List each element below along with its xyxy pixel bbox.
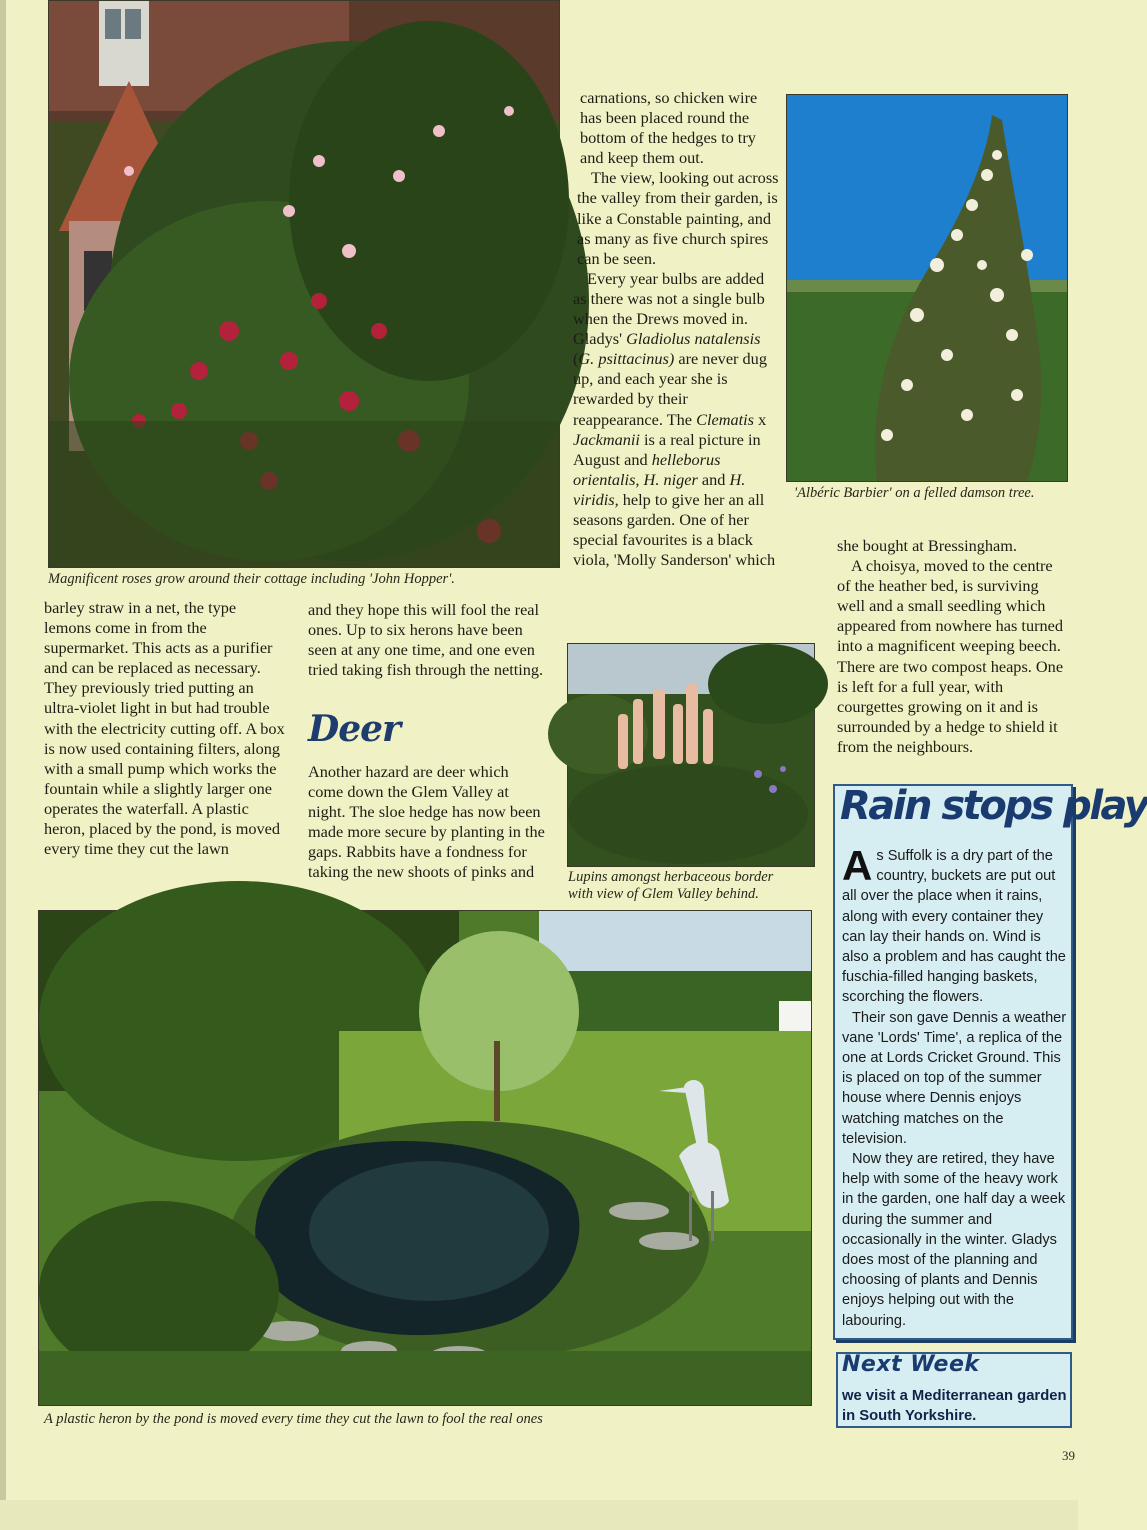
page-edge <box>0 0 6 1530</box>
column-left-text <box>44 598 287 859</box>
para-view: The view, looking out across the valley from their garden, is like a Constable painting, and as many as five church spires can be seen. <box>577 168 779 268</box>
para-herons: and they hope this will fool the real ones. Up to six herons have been seen at any one time, and one even tried taking fish through the netting. <box>308 600 544 680</box>
deer-heading: Deer <box>308 708 400 750</box>
sidebar-text <box>842 842 1068 1331</box>
para-bulbs: Every year bulbs are added as there was not a single bulb when the Drews moved in. Gladys' Gladiolus natalensis (G. psittacinus) are never dug up, and each year she is rewarded by their reappearance. The Clematis x Jackmanii is a real picture in August and helleborus orientalis, H. niger and H. viridis, help to give her an all seasons garden. One of her special favourites is a black viola, 'Molly Sanderson' which <box>573 268 776 570</box>
column-mid-deer-text <box>308 762 548 883</box>
sidebar-para-2: Their son gave Dennis a weather vane 'Lords' Time', a replica of the one at Lords Cricket Ground. This is placed on top of the summer house where Dennis enjoys watching matches on the television. <box>842 1009 1067 1147</box>
para-choisya: A choisya, moved to the centre of the heather bed, is surviving well and a small seedling which appeared from nowhere has turned into a magnificent weeping beech. There are two compost heaps. One is left for a full year, with courgettes growing on it and is surrounded by a hedge to shield it from the neighbours. <box>837 556 1064 756</box>
heron-caption: A plastic heron by the pond is moved every time they cut the lawn to fool the real ones <box>44 1411 543 1427</box>
sidebar-para-3: Now they are retired, they have help with some of the heavy work in the garden, one half day a week during the summer and occasionally in the winter. Gladys does most of the planning and choosing of plants and Dennis enjoys helping out with the labouring. <box>842 1151 1066 1329</box>
alberic-caption: 'Albéric Barbier' on a felled damson tree. <box>794 485 1035 501</box>
page-bottom-margin <box>0 1500 1078 1530</box>
para-barley-straw: barley straw in a net, the type lemons come in from the supermarket. This acts as a purifier and can be replaced as necessary. They previously tried putting an ultra-violet light in but had trouble with the electricity cutting off. A box is now used containing filters, along with a small pump which works the fountain while a slightly larger one operates the waterfall. A plastic heron, placed by the pond, is moved every time they cut the lawn <box>44 598 285 859</box>
para-carnations: carnations, so chicken wire has been placed round the bottom of the hedges to try and keep them out. <box>580 88 758 168</box>
next-week-title: Next Week <box>842 1352 980 1377</box>
column-right-text <box>837 536 1069 757</box>
drop-cap: A <box>842 842 873 889</box>
page-number: 39 <box>1062 1448 1075 1463</box>
lupins-photo <box>567 643 815 867</box>
para-deer: Another hazard are deer which come down the Glem Valley at night. The sloe hedge has now been made more secure by planting in the gaps. Rabbits have a fondness for taking the new shoots of pinks and <box>308 762 545 882</box>
sidebar-para-1: As Suffolk is a dry part of the country, buckets are put out all over the place when it rains, along with every container they can lay their hands on. Wind is also a problem and has caught the fuschia-filled hanging baskets, scorching the flowers. <box>842 842 1066 1006</box>
sidebar-title: Rain stops play <box>840 783 1147 829</box>
pond-heron-photo <box>38 910 812 1406</box>
column-2-top-text <box>573 88 779 570</box>
cottage-roses-photo <box>48 0 560 568</box>
column-mid-text <box>308 600 548 680</box>
lupins-caption-line-2: with view of Glem Valley behind. <box>568 886 759 902</box>
roses-caption: Magnificent roses grow around their cottage including 'John Hopper'. <box>48 571 455 587</box>
rose-tree-photo <box>786 94 1068 482</box>
para-bressingham: she bought at Bressingham. <box>837 536 1017 555</box>
next-week-text: we visit a Mediterranean garden in South Yorkshire. <box>842 1388 1067 1424</box>
lupins-caption-line-1: Lupins amongst herbaceous border <box>568 869 774 885</box>
